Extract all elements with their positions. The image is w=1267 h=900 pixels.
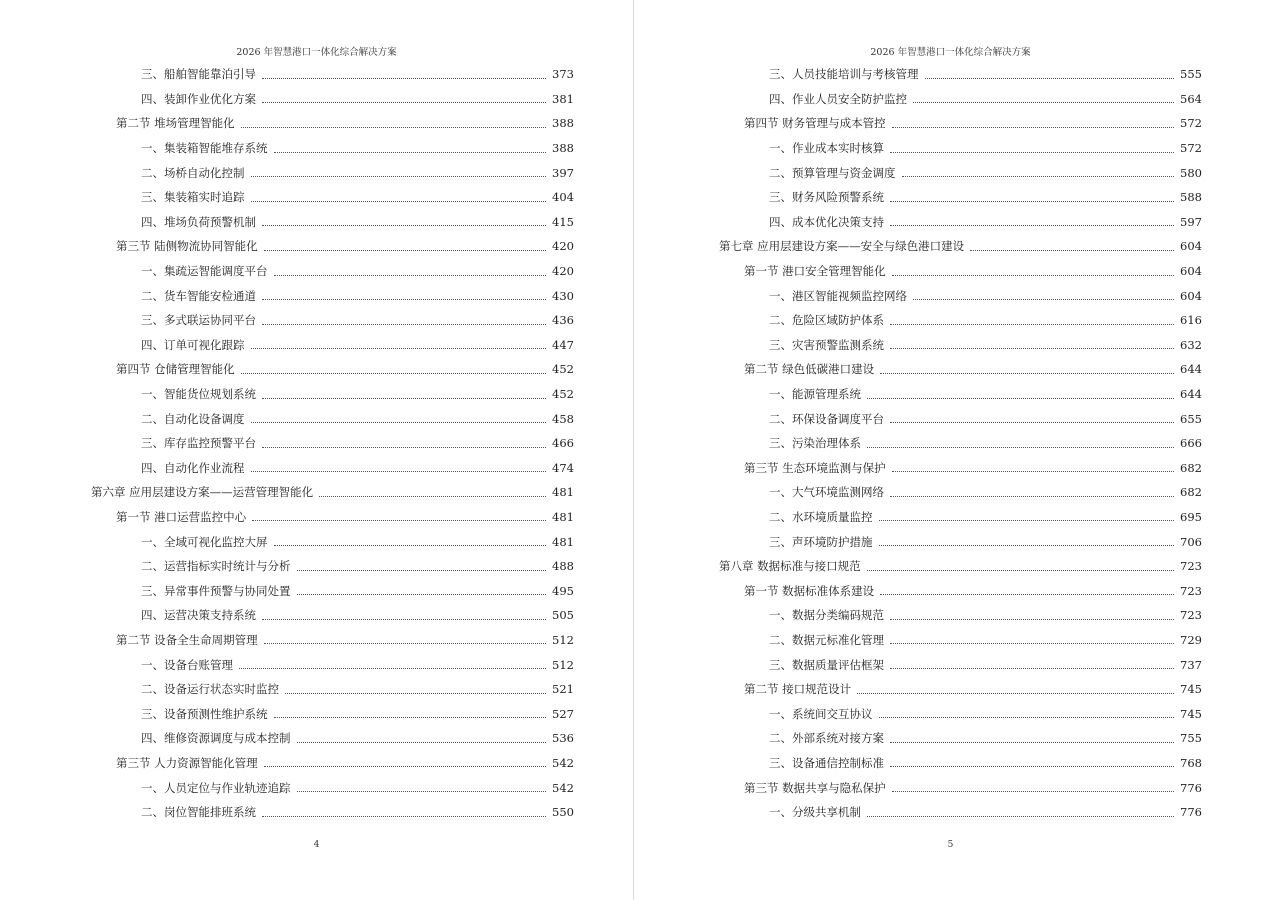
- toc-entry-page-number: 768: [1180, 755, 1202, 770]
- dot-leader: [892, 471, 1174, 472]
- toc-subsection-entry[interactable]: [719, 652, 1202, 677]
- toc-subsection-entry[interactable]: [91, 160, 574, 185]
- toc-entry-page-number: 695: [1180, 509, 1202, 524]
- toc-entry-label: 一、智能货位规划系统: [141, 387, 256, 402]
- toc-entry-label: 二、预算管理与资金调度: [769, 165, 896, 180]
- toc-subsection-entry[interactable]: [91, 259, 574, 284]
- toc-entry-label: 二、自动化设备调度: [141, 411, 245, 426]
- toc-entry-label: 三、异常事件预警与协同处置: [141, 583, 291, 598]
- running-header: 2026 年智慧港口一体化综合解决方案: [870, 47, 1031, 58]
- dot-leader: [902, 176, 1175, 177]
- running-header: 2026 年智慧港口一体化综合解决方案: [236, 47, 397, 58]
- toc-subsection-entry[interactable]: [91, 652, 574, 677]
- toc-entry-page-number: 745: [1180, 682, 1202, 697]
- dot-leader: [890, 324, 1174, 325]
- toc-entry-page-number: 572: [1180, 141, 1202, 156]
- toc-entry-page-number: 737: [1180, 657, 1202, 672]
- dot-leader: [892, 275, 1174, 276]
- toc-subsection-entry[interactable]: [91, 800, 574, 825]
- toc-section-entry[interactable]: [91, 111, 574, 136]
- dot-leader: [274, 275, 547, 276]
- toc-entry-label: 四、装卸作业优化方案: [141, 91, 256, 106]
- dot-leader: [297, 594, 547, 595]
- toc-entry-page-number: 447: [552, 337, 574, 352]
- toc-entry-label: 三、库存监控预警平台: [141, 436, 256, 451]
- toc-entry-label: 三、污染治理体系: [769, 436, 861, 451]
- toc-subsection-entry[interactable]: [719, 333, 1202, 358]
- toc-entry-page-number: 415: [552, 214, 574, 229]
- toc-subsection-entry[interactable]: [719, 800, 1202, 825]
- toc-entry-label: 三、人员技能培训与考核管理: [769, 67, 919, 82]
- toc-subsection-entry[interactable]: [91, 775, 574, 800]
- toc-entry-label: 三、灾害预警监测系统: [769, 337, 884, 352]
- toc-section-entry[interactable]: [91, 751, 574, 776]
- toc-entry-label: 第七章 应用层建设方案——安全与绿色港口建设: [719, 239, 965, 254]
- toc-subsection-entry[interactable]: [91, 382, 574, 407]
- toc-subsection-entry[interactable]: [91, 578, 574, 603]
- toc-subsection-entry[interactable]: [719, 283, 1202, 308]
- toc-entry-page-number: 381: [552, 91, 574, 106]
- toc-subsection-entry[interactable]: [91, 431, 574, 456]
- toc-entry-label: 四、堆场负荷预警机制: [141, 214, 256, 229]
- dot-leader: [252, 520, 546, 521]
- toc-entry-page-number: 373: [552, 67, 574, 82]
- toc-subsection-entry[interactable]: [719, 480, 1202, 505]
- toc-entry-label: 第三节 陆侧物流协同智能化: [116, 239, 258, 254]
- dot-leader: [970, 250, 1174, 251]
- dot-leader: [890, 225, 1174, 226]
- toc-subsection-entry[interactable]: [91, 136, 574, 161]
- toc-subsection-entry[interactable]: [719, 136, 1202, 161]
- toc-entry-page-number: 604: [1180, 288, 1202, 303]
- toc-entry-page-number: 597: [1180, 214, 1202, 229]
- dot-leader: [264, 643, 546, 644]
- toc-section-entry[interactable]: [719, 357, 1202, 382]
- toc-entry-page-number: 481: [552, 485, 574, 500]
- toc-subsection-entry[interactable]: [719, 628, 1202, 653]
- dot-leader: [262, 299, 546, 300]
- toc-section-entry[interactable]: [719, 578, 1202, 603]
- dot-leader: [857, 693, 1174, 694]
- toc-entry-label: 一、能源管理系统: [769, 387, 861, 402]
- toc-entry-page-number: 729: [1180, 632, 1202, 647]
- dot-leader: [251, 348, 547, 349]
- toc-entry-label: 第二节 接口规范设计: [744, 682, 852, 697]
- toc-entry-page-number: 388: [552, 141, 574, 156]
- toc-entry-label: 二、货车智能安检通道: [141, 288, 256, 303]
- toc-section-entry[interactable]: [91, 234, 574, 259]
- toc-entry-page-number: 776: [1180, 805, 1202, 820]
- dot-leader: [274, 545, 547, 546]
- toc-entry-page-number: 723: [1180, 608, 1202, 623]
- dot-leader: [262, 398, 546, 399]
- toc-entry-page-number: 388: [552, 116, 574, 131]
- toc-entry-page-number: 420: [552, 264, 574, 279]
- toc-subsection-entry[interactable]: [719, 185, 1202, 210]
- toc-subsection-entry[interactable]: [91, 456, 574, 481]
- dot-leader: [890, 742, 1174, 743]
- toc-entry-label: 三、设备预测性维护系统: [141, 706, 268, 721]
- toc-entry-page-number: 452: [552, 387, 574, 402]
- toc-entry-page-number: 512: [552, 657, 574, 672]
- toc-subsection-entry[interactable]: [91, 333, 574, 358]
- toc-entry-label: 第一节 数据标准体系建设: [744, 583, 875, 598]
- toc-subsection-entry[interactable]: [91, 185, 574, 210]
- toc-entry-page-number: 512: [552, 632, 574, 647]
- toc-subsection-entry[interactable]: [91, 62, 574, 87]
- toc-subsection-entry[interactable]: [91, 603, 574, 628]
- dot-leader: [867, 398, 1174, 399]
- dot-leader: [262, 102, 546, 103]
- dot-leader: [867, 570, 1174, 571]
- toc-subsection-entry[interactable]: [719, 382, 1202, 407]
- dot-leader: [890, 201, 1174, 202]
- toc-section-entry[interactable]: [91, 628, 574, 653]
- dot-leader: [890, 348, 1174, 349]
- toc-entry-page-number: 644: [1180, 362, 1202, 377]
- toc-subsection-entry[interactable]: [91, 283, 574, 308]
- toc-chapter-entry[interactable]: [91, 480, 574, 505]
- dot-leader: [262, 78, 546, 79]
- toc-entry-page-number: 745: [1180, 706, 1202, 721]
- toc-entry-page-number: 776: [1180, 780, 1202, 795]
- dot-leader: [319, 496, 546, 497]
- toc-entry-label: 二、水环境质量监控: [769, 509, 873, 524]
- dot-leader: [890, 668, 1174, 669]
- toc-entry-label: 一、数据分类编码规范: [769, 608, 884, 623]
- dot-leader: [867, 447, 1174, 448]
- dot-leader: [262, 816, 546, 817]
- toc-entry-label: 第二节 设备全生命周期管理: [116, 632, 258, 647]
- dot-leader: [925, 78, 1175, 79]
- toc-entry-page-number: 542: [552, 755, 574, 770]
- dot-leader: [890, 422, 1174, 423]
- toc-section-entry[interactable]: [719, 775, 1202, 800]
- toc-entry-label: 第一节 港口运营监控中心: [116, 509, 247, 524]
- toc-entry-label: 第八章 数据标准与接口规范: [719, 559, 861, 574]
- toc-entry-label: 一、全域可视化监控大屏: [141, 534, 268, 549]
- dot-leader: [251, 176, 547, 177]
- dot-leader: [262, 447, 546, 448]
- dot-leader: [890, 496, 1174, 497]
- toc-section-entry[interactable]: [719, 677, 1202, 702]
- dot-leader: [262, 619, 546, 620]
- toc-entry-page-number: 580: [1180, 165, 1202, 180]
- toc-entry-page-number: 466: [552, 436, 574, 451]
- toc-subsection-entry[interactable]: [91, 701, 574, 726]
- toc-entry-label: 第一节 港口安全管理智能化: [744, 264, 886, 279]
- toc-entry-page-number: 723: [1180, 559, 1202, 574]
- toc-entry-page-number: 555: [1180, 67, 1202, 82]
- toc-entry-page-number: 397: [552, 165, 574, 180]
- toc-section-entry[interactable]: [91, 357, 574, 382]
- toc-entry-page-number: 644: [1180, 387, 1202, 402]
- dot-leader: [913, 102, 1174, 103]
- toc-entry-page-number: 481: [552, 509, 574, 524]
- dot-leader: [241, 127, 546, 128]
- toc-entry-page-number: 723: [1180, 583, 1202, 598]
- toc-entry-label: 第二节 堆场管理智能化: [116, 116, 235, 131]
- dot-leader: [251, 422, 547, 423]
- dot-leader: [879, 520, 1175, 521]
- toc-entry-label: 四、订单可视化跟踪: [141, 337, 245, 352]
- toc-entry-label: 第二节 绿色低碳港口建设: [744, 362, 875, 377]
- toc-entry-label: 四、作业人员安全防护监控: [769, 91, 907, 106]
- toc-entry-label: 二、外部系统对接方案: [769, 731, 884, 746]
- toc-entry-page-number: 481: [552, 534, 574, 549]
- dot-leader: [264, 250, 546, 251]
- toc-subsection-entry[interactable]: [91, 406, 574, 431]
- toc-entry-page-number: 632: [1180, 337, 1202, 352]
- toc-entry-page-number: 488: [552, 559, 574, 574]
- toc-entry-page-number: 682: [1180, 460, 1202, 475]
- toc-entry-page-number: 655: [1180, 411, 1202, 426]
- toc-section-entry[interactable]: [719, 259, 1202, 284]
- toc-subsection-entry[interactable]: [719, 87, 1202, 112]
- toc-entry-page-number: 588: [1180, 190, 1202, 205]
- toc-entry-page-number: 666: [1180, 436, 1202, 451]
- toc-entry-page-number: 536: [552, 731, 574, 746]
- toc-entry-label: 一、系统间交互协议: [769, 706, 873, 721]
- toc-entry-label: 四、运营决策支持系统: [141, 608, 256, 623]
- toc-entry-label: 一、设备台账管理: [141, 657, 233, 672]
- toc-entry-page-number: 505: [552, 608, 574, 623]
- toc-entry-label: 二、数据元标准化管理: [769, 632, 884, 647]
- toc-entry-label: 三、财务风险预警系统: [769, 190, 884, 205]
- page-number: 4: [313, 840, 320, 850]
- toc-entry-page-number: 550: [552, 805, 574, 820]
- dot-leader: [890, 152, 1174, 153]
- toc-entry-label: 第三节 数据共享与隐私保护: [744, 780, 886, 795]
- toc-subsection-entry[interactable]: [719, 431, 1202, 456]
- page-number: 5: [947, 840, 954, 850]
- toc-entry-page-number: 682: [1180, 485, 1202, 500]
- toc-entry-page-number: 616: [1180, 313, 1202, 328]
- page-right: [634, 0, 1267, 900]
- dot-leader: [879, 545, 1175, 546]
- toc-entry-page-number: 604: [1180, 239, 1202, 254]
- toc-entry-label: 一、大气环境监测网络: [769, 485, 884, 500]
- toc-entry-page-number: 521: [552, 682, 574, 697]
- toc-entry-label: 三、声环境防护措施: [769, 534, 873, 549]
- toc-entry-label: 一、港区智能视频监控网络: [769, 288, 907, 303]
- toc-entry-page-number: 436: [552, 313, 574, 328]
- dot-leader: [892, 791, 1174, 792]
- toc-list: [719, 62, 1202, 824]
- toc-entry-page-number: 452: [552, 362, 574, 377]
- toc-entry-label: 二、环保设备调度平台: [769, 411, 884, 426]
- toc-entry-label: 二、设备运行状态实时监控: [141, 682, 279, 697]
- dot-leader: [913, 299, 1174, 300]
- dot-leader: [867, 816, 1174, 817]
- toc-entry-label: 四、成本优化决策支持: [769, 214, 884, 229]
- toc-subsection-entry[interactable]: [91, 726, 574, 751]
- toc-entry-page-number: 458: [552, 411, 574, 426]
- dot-leader: [892, 127, 1174, 128]
- toc-entry-label: 三、设备通信控制标准: [769, 755, 884, 770]
- toc-entry-label: 一、作业成本实时核算: [769, 141, 884, 156]
- dot-leader: [239, 668, 546, 669]
- toc-subsection-entry[interactable]: [719, 529, 1202, 554]
- dot-leader: [274, 152, 547, 153]
- toc-entry-label: 第六章 应用层建设方案——运营管理智能化: [91, 485, 314, 500]
- toc-entry-label: 四、自动化作业流程: [141, 460, 245, 475]
- toc-entry-page-number: 542: [552, 780, 574, 795]
- toc-entry-label: 四、维修资源调度与成本控制: [141, 731, 291, 746]
- toc-entry-page-number: 430: [552, 288, 574, 303]
- toc-subsection-entry[interactable]: [91, 677, 574, 702]
- toc-subsection-entry[interactable]: [91, 308, 574, 333]
- dot-leader: [880, 594, 1174, 595]
- toc-entry-page-number: 527: [552, 706, 574, 721]
- toc-subsection-entry[interactable]: [719, 160, 1202, 185]
- dot-leader: [241, 373, 546, 374]
- toc-entry-label: 二、岗位智能排班系统: [141, 805, 256, 820]
- dot-leader: [879, 717, 1175, 718]
- toc-entry-label: 二、运营指标实时统计与分析: [141, 559, 291, 574]
- dot-leader: [262, 324, 546, 325]
- toc-subsection-entry[interactable]: [91, 87, 574, 112]
- toc-entry-label: 一、分级共享机制: [769, 805, 861, 820]
- dot-leader: [890, 619, 1174, 620]
- dot-leader: [274, 717, 547, 718]
- toc-section-entry[interactable]: [719, 111, 1202, 136]
- toc-chapter-entry[interactable]: [719, 234, 1202, 259]
- toc-list: [91, 62, 574, 824]
- dot-leader: [880, 373, 1174, 374]
- page-left: [0, 0, 633, 900]
- toc-entry-page-number: 564: [1180, 91, 1202, 106]
- toc-subsection-entry[interactable]: [719, 210, 1202, 235]
- toc-subsection-entry[interactable]: [91, 529, 574, 554]
- toc-subsection-entry[interactable]: [719, 751, 1202, 776]
- toc-subsection-entry[interactable]: [91, 554, 574, 579]
- toc-subsection-entry[interactable]: [719, 603, 1202, 628]
- toc-entry-label: 一、集装箱智能堆存系统: [141, 141, 268, 156]
- toc-entry-page-number: 604: [1180, 264, 1202, 279]
- toc-entry-page-number: 474: [552, 460, 574, 475]
- toc-entry-label: 第四节 仓储管理智能化: [116, 362, 235, 377]
- dot-leader: [285, 693, 546, 694]
- dot-leader: [251, 201, 547, 202]
- toc-entry-label: 第三节 生态环境监测与保护: [744, 460, 886, 475]
- toc-entry-page-number: 420: [552, 239, 574, 254]
- dot-leader: [890, 643, 1174, 644]
- toc-subsection-entry[interactable]: [719, 62, 1202, 87]
- dot-leader: [262, 225, 546, 226]
- toc-entry-label: 第四节 财务管理与成本管控: [744, 116, 886, 131]
- toc-entry-page-number: 495: [552, 583, 574, 598]
- toc-section-entry[interactable]: [719, 456, 1202, 481]
- toc-entry-label: 一、集疏运智能调度平台: [141, 264, 268, 279]
- toc-subsection-entry[interactable]: [719, 505, 1202, 530]
- toc-section-entry[interactable]: [91, 505, 574, 530]
- toc-subsection-entry[interactable]: [719, 308, 1202, 333]
- toc-entry-page-number: 572: [1180, 116, 1202, 131]
- toc-subsection-entry[interactable]: [91, 210, 574, 235]
- toc-entry-label: 三、数据质量评估框架: [769, 657, 884, 672]
- toc-subsection-entry[interactable]: [719, 726, 1202, 751]
- toc-entry-label: 三、船舶智能靠泊引导: [141, 67, 256, 82]
- toc-entry-page-number: 404: [552, 190, 574, 205]
- dot-leader: [297, 791, 547, 792]
- toc-entry-label: 二、场桥自动化控制: [141, 165, 245, 180]
- toc-entry-label: 第三节 人力资源智能化管理: [116, 755, 258, 770]
- toc-chapter-entry[interactable]: [719, 554, 1202, 579]
- toc-entry-page-number: 706: [1180, 534, 1202, 549]
- dot-leader: [890, 766, 1174, 767]
- toc-entry-label: 一、人员定位与作业轨迹追踪: [141, 780, 291, 795]
- dot-leader: [297, 742, 547, 743]
- toc-entry-label: 三、多式联运协同平台: [141, 313, 256, 328]
- toc-subsection-entry[interactable]: [719, 701, 1202, 726]
- toc-entry-label: 三、集装箱实时追踪: [141, 190, 245, 205]
- dot-leader: [251, 471, 547, 472]
- toc-entry-label: 二、危险区域防护体系: [769, 313, 884, 328]
- toc-subsection-entry[interactable]: [719, 406, 1202, 431]
- toc-entry-page-number: 755: [1180, 731, 1202, 746]
- dot-leader: [297, 570, 547, 571]
- dot-leader: [264, 766, 546, 767]
